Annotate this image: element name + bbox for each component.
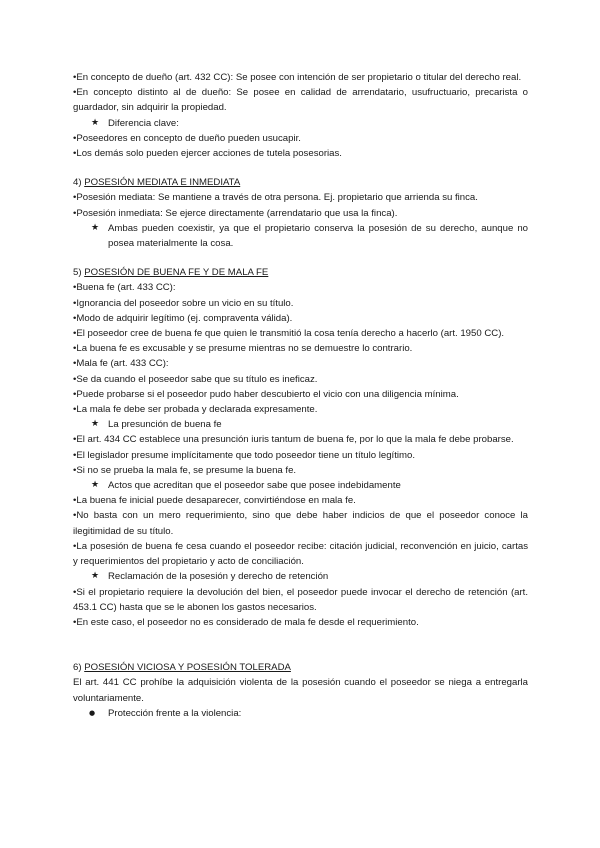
paragraph: •El poseedor cree de buena fe que quien le transmitió la cosa tenía derecho a hacerlo (art. 1950 CC). bbox=[73, 328, 505, 340]
star-item: ★ Diferencia clave: bbox=[73, 116, 528, 131]
paragraph: •Mala fe (art. 433 CC): bbox=[73, 358, 169, 370]
star-item: ★ Reclamación de la posesión y derecho de retención bbox=[73, 569, 528, 584]
paragraph: •Los demás solo pueden ejercer acciones de tutela posesorias. bbox=[73, 148, 342, 160]
paragraph: •La buena fe inicial puede desaparecer, convirtiéndose en mala fe. bbox=[73, 495, 356, 507]
star-item: ★ Actos que acreditan que el poseedor sabe que posee indebidamente bbox=[73, 478, 528, 493]
paragraph: •Posesión mediata: Se mantiene a través de otra persona. Ej. propietario que arrienda su finca. bbox=[73, 192, 478, 204]
paragraph: •Ignorancia del poseedor sobre un vicio en su título. bbox=[73, 297, 294, 309]
paragraph: •Poseedores en concepto de dueño pueden usucapir. bbox=[73, 132, 301, 144]
paragraph: •La mala fe debe ser probada y declarada expresamente. bbox=[73, 404, 318, 416]
paragraph: •Si no se prueba la mala fe, se presume la buena fe. bbox=[73, 464, 297, 476]
paragraph: •El art. 434 CC establece una presunción iuris tantum de buena fe, por lo que la mala fe debe probarse. bbox=[73, 434, 514, 446]
section-number: 5) bbox=[73, 267, 82, 279]
star-item: ★ La presunción de buena fe bbox=[73, 417, 528, 432]
document-page bbox=[73, 70, 528, 721]
paragraph: •En concepto de dueño (art. 432 CC): Se posee con intención de ser propietario o titular del derecho real. bbox=[73, 72, 522, 83]
section-heading-5 bbox=[73, 265, 528, 280]
section-title: POSESIÓN DE BUENA FE Y DE MALA FE bbox=[84, 267, 269, 279]
section-number: 4) bbox=[73, 177, 82, 189]
paragraph: •Si el propietario requiere la devolución del bien, el poseedor puede invocar el derecho de retención (art. 453.1 CC) hasta que se le abonen los gastos necesarios. bbox=[73, 586, 528, 613]
paragraph: •No basta con un mero requerimiento, sino que debe haber indicios de que el poseedor conoce la ilegitimidad de su título. bbox=[73, 510, 528, 537]
section-heading-6 bbox=[73, 660, 528, 675]
section-number: 6) bbox=[73, 662, 82, 674]
paragraph: •El legislador presume implícitamente que todo poseedor tiene un título legítimo. bbox=[73, 449, 415, 461]
paragraph: •La posesión de buena fe cesa cuando el poseedor recibe: citación judicial, reconvención en juicio, cartas y requerimientos del propietario y acto de conciliación. bbox=[73, 540, 528, 568]
paragraph: •En concepto distinto al de dueño: Se posee en calidad de arrendatario, usufructuario, precarista o guardador, sin adquirir la propiedad. bbox=[73, 87, 528, 114]
section-title: POSESIÓN MEDIATA E INMEDIATA bbox=[84, 177, 241, 189]
bullet-item: ● Protección frente a la violencia: bbox=[73, 706, 528, 721]
section-heading-4 bbox=[73, 175, 528, 190]
paragraph: •Se da cuando el poseedor sabe que su título es ineficaz. bbox=[73, 373, 318, 385]
paragraph: •Buena fe (art. 433 CC): bbox=[73, 282, 176, 294]
paragraph: El art. 441 CC prohíbe la adquisición violenta de la posesión cuando el poseedor se niega a entregarla voluntariamente. bbox=[73, 677, 528, 704]
section-title: POSESIÓN VICIOSA Y POSESIÓN TOLERADA bbox=[84, 662, 291, 674]
paragraph: •Puede probarse si el poseedor pudo haber descubierto el vicio con una diligencia mínima. bbox=[73, 388, 459, 400]
paragraph: •Posesión inmediata: Se ejerce directamente (arrendatario que usa la finca). bbox=[73, 207, 398, 219]
paragraph: •Modo de adquirir legítimo (ej. compraventa válida). bbox=[73, 312, 293, 324]
paragraph: •La buena fe es excusable y se presume mientras no se demuestre lo contrario. bbox=[73, 343, 413, 355]
paragraph: •En este caso, el poseedor no es considerado de mala fe desde el requerimiento. bbox=[73, 616, 419, 628]
star-item: ★ Ambas pueden coexistir, ya que el propietario conserva la posesión de su derecho, aunque no posea materialmente la cosa. bbox=[73, 221, 528, 251]
